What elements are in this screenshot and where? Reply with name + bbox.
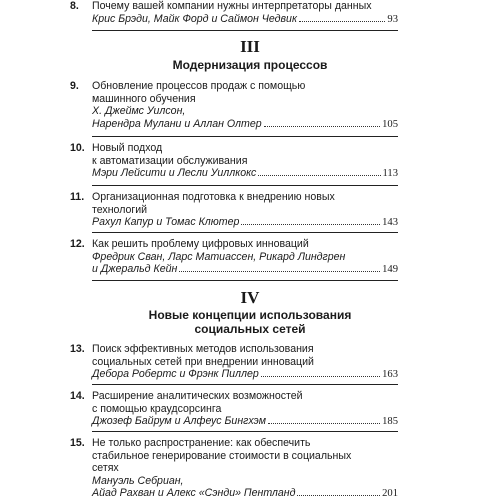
toc-entry-13 (70, 343, 398, 382)
entry-number: 10. (70, 142, 85, 154)
entry-title: с помощью краудсорсинга (92, 402, 222, 415)
entry-page: 163 (382, 369, 398, 381)
entry-title: Новый подход (92, 142, 163, 154)
toc-entry-10 (70, 142, 398, 181)
entry-authors: Джозеф Байрум и Алфеус Бингхэм (92, 415, 267, 428)
dot-leader (258, 174, 380, 176)
entry-title: Почему вашей компании нужны интерпретаторы данных (92, 0, 372, 12)
toc-entry-11 (70, 191, 398, 230)
entry-rule (92, 384, 398, 385)
entry-rule (92, 185, 398, 186)
toc-entry-12 (70, 238, 398, 277)
toc-entry-8 (70, 0, 398, 26)
dot-leader (264, 125, 381, 127)
entry-authors: Рахул Капур и Томас Клютер (92, 216, 240, 229)
entry-authors: Х. Джеймс Уилсон, (92, 105, 186, 118)
entry-number: 12. (70, 238, 85, 250)
part-title: социальных сетей (194, 322, 306, 336)
entry-number: 13. (70, 343, 85, 355)
entry-authors: Мэри Лейсити и Лесли Уиллкокс (92, 167, 257, 180)
entry-number: 9. (70, 80, 79, 92)
entry-title: к автоматизации обслуживания (92, 154, 248, 167)
entry-authors: Фредрик Сван, Ларс Матиассен, Рикард Линдгрен (92, 250, 346, 263)
entry-number: 11. (70, 191, 85, 203)
dot-leader (261, 375, 380, 377)
entry-title: Не только распространение: как обеспечить стабильное генерирование стоимости в социальных сетях (92, 437, 352, 475)
part-number: III (240, 37, 260, 56)
entry-rule (92, 136, 398, 137)
entry-title: Поиск эффективных методов использования социальных сетей при внедрении инноваций (92, 343, 314, 368)
entry-number: 15. (70, 437, 85, 449)
dot-leader (297, 494, 380, 496)
entry-title: Расширение аналитических возможностей (92, 390, 303, 402)
entry-page: 143 (382, 217, 398, 229)
entry-rule (92, 280, 398, 281)
entry-page: 93 (387, 13, 398, 25)
entry-authors: Нарендра Мулани и Аллан Олтер (92, 117, 262, 130)
entry-authors: Дебора Робертс и Фрэнк Пиллер (92, 368, 259, 381)
dot-leader (241, 223, 380, 225)
entry-title: Как решить проблему цифровых инноваций (92, 238, 309, 250)
dot-leader (179, 270, 380, 272)
entry-title: Обновление процессов продаж с помощью машинного обучения (92, 80, 306, 105)
entry-rule (92, 232, 398, 233)
entry-number: 14. (70, 390, 85, 402)
entry-authors: и Джеральд Кейн (92, 263, 178, 276)
entry-title: Организационная подготовка к внедрению новых технологий (92, 191, 335, 216)
entry-page: 113 (382, 168, 398, 180)
toc-entry-9 (70, 80, 398, 131)
part-title: Новые концепции использования (148, 308, 352, 322)
entry-page: 201 (382, 488, 398, 500)
entry-authors: Мануэль Себриан, (92, 474, 184, 487)
part-title: Модернизация процессов (172, 58, 328, 72)
entry-page: 185 (382, 416, 398, 428)
dot-leader (299, 20, 385, 22)
entry-number: 8. (70, 0, 79, 12)
dot-leader (268, 422, 380, 424)
entry-page: 105 (382, 118, 398, 130)
entry-authors: Крис Брэди, Майк Форд и Саймон Чедвик (92, 12, 297, 25)
entry-rule (92, 431, 398, 432)
entry-authors: Айад Рахван и Алекс «Сэнди» Пентланд (92, 487, 296, 500)
entry-page: 149 (382, 264, 398, 276)
toc-entry-14 (70, 390, 398, 429)
part-number: IV (240, 288, 260, 307)
entry-rule (92, 30, 398, 31)
toc-entry-15 (70, 437, 398, 501)
